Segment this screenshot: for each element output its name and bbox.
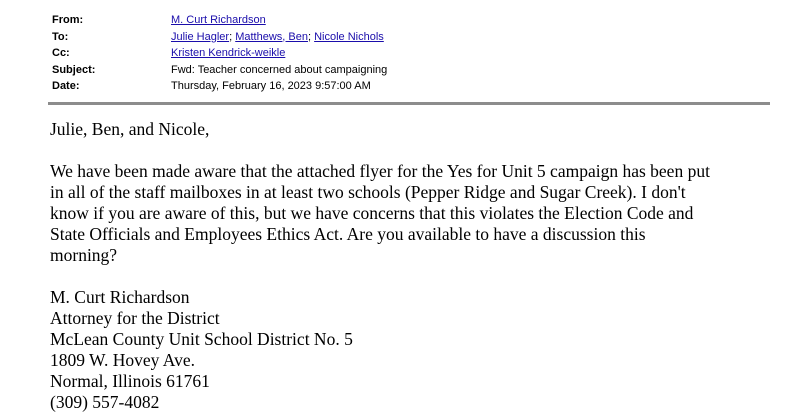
greeting: Julie, Ben, and Nicole, [50,119,210,139]
signature-city: Normal, Illinois 61761 [50,371,210,391]
subject-value: Fwd: Teacher concerned about campaigning [171,63,388,76]
subject-label: Subject: [52,63,96,76]
from-row [52,12,387,29]
signature-title: Attorney for the District [50,308,220,328]
date-label: Date: [52,80,80,92]
email-body [50,119,780,413]
cc-recipient-link[interactable]: Kristen Kendrick-weikle [171,47,286,59]
body-paragraph: We have been made aware that the attached flyer for the Yes for Unit 5 campaign has been put in all of the staff mailboxes in at least two schools (Pepper Ridge and Sugar Creek). I don't know if you are aware of this, but we have concerns that this violates the Election Code and State Officials and Employees Ethics Act. Are you available to have a discussion this morning? [50,161,710,265]
from-label: From: [52,14,84,26]
to-row [52,29,387,46]
signature-street: 1809 W. Hovey Ave. [50,350,196,370]
to-recipient-link[interactable]: Nicole Nichols [314,30,384,43]
cc-label: Cc: [52,47,70,59]
header-divider [48,102,770,105]
subject-row [52,62,387,79]
signature-org: McLean County Unit School District No. 5 [50,329,353,349]
recipient-separator: ; [307,30,315,43]
to-label: To: [52,30,69,43]
cc-row [52,45,387,62]
signature-block [50,287,780,413]
recipient-separator: ; [229,30,236,43]
to-recipient-link[interactable]: Matthews, Ben [235,30,308,43]
email-header [52,12,387,95]
date-row [52,78,387,95]
to-recipient-link[interactable]: Julie Hagler [171,30,230,43]
signature-name: M. Curt Richardson [50,287,190,307]
signature-phone: (309) 557-4082 [50,392,160,412]
from-sender-link[interactable]: M. Curt Richardson [171,14,266,26]
date-value: Thursday, February 16, 2023 9:57:00 AM [171,80,371,92]
